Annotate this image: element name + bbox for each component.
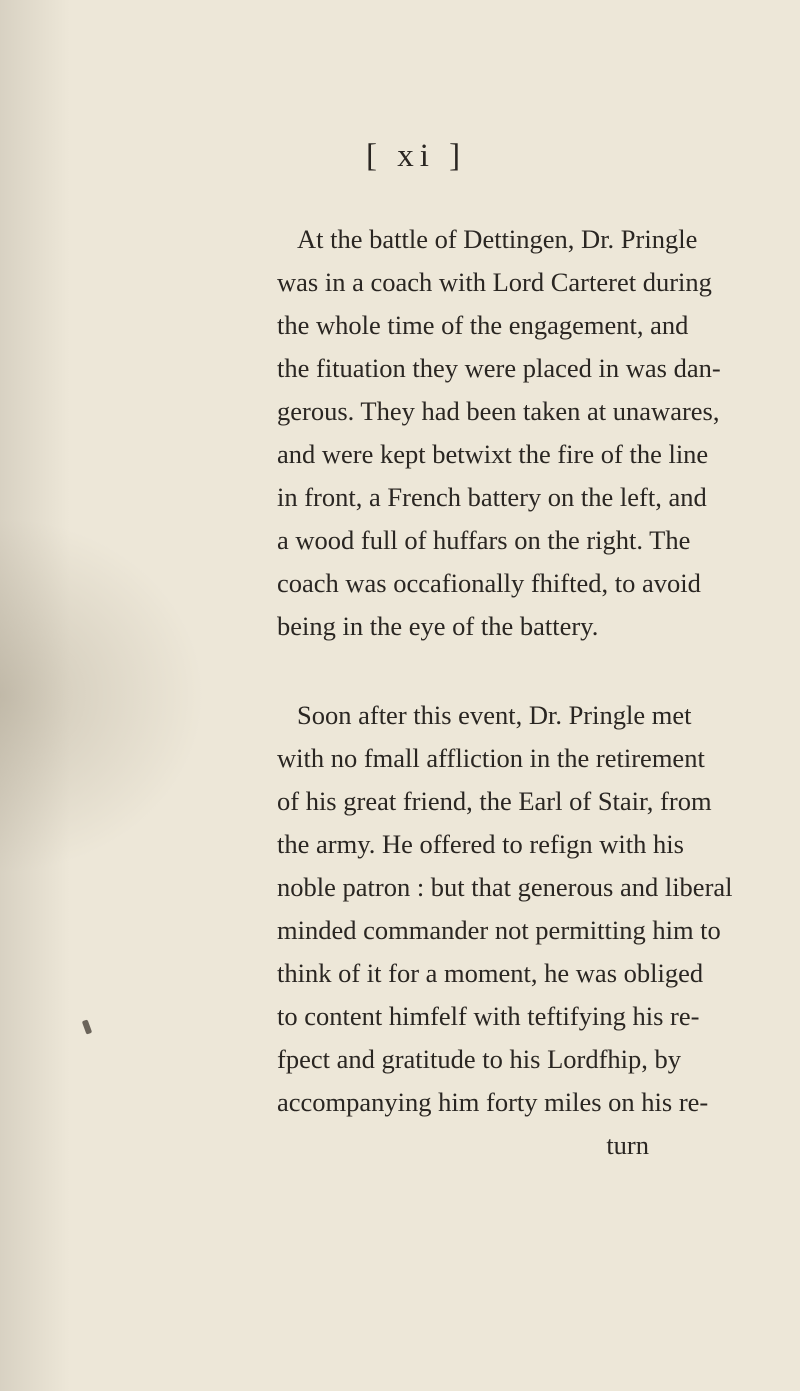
text-line: a wood full of huffars on the right. The bbox=[277, 525, 691, 555]
text-line: accompanying him forty miles on his re- bbox=[277, 1087, 709, 1117]
catchword: turn bbox=[606, 1130, 649, 1160]
text-line: in front, a French battery on the left, and bbox=[277, 482, 707, 512]
text-line: minded commander not permitting him to bbox=[277, 915, 721, 945]
text-line: At the battle of Dettingen, Dr. Pringle bbox=[297, 224, 698, 254]
text-line: gerous. They had been taken at unawares, bbox=[277, 396, 720, 426]
text-line: with no fmall affliction in the retirement bbox=[277, 743, 705, 773]
text-line: of his great friend, the Earl of Stair, from bbox=[277, 786, 712, 816]
text-line: and were kept betwixt the fire of the line bbox=[277, 439, 709, 469]
ink-speck bbox=[82, 1019, 92, 1034]
text-line: coach was occafionally fhifted, to avoid bbox=[277, 568, 701, 598]
text-line: was in a coach with Lord Carteret during bbox=[277, 267, 712, 297]
text-line: the fituation they were placed in was dan- bbox=[277, 353, 721, 383]
text-line: think of it for a moment, he was obliged bbox=[277, 958, 704, 988]
body-text bbox=[277, 218, 733, 1167]
text-line: noble patron : but that generous and liberal bbox=[277, 872, 733, 902]
text-line: the whole time of the engagement, and bbox=[277, 310, 689, 340]
paragraph-1 bbox=[277, 218, 721, 648]
page-number: [ xi ] bbox=[366, 138, 467, 174]
text-line: being in the eye of the battery. bbox=[277, 611, 599, 641]
paragraph-gap bbox=[277, 648, 649, 694]
text-line: Soon after this event, Dr. Pringle met bbox=[297, 700, 692, 730]
text-line: fpect and gratitude to his Lordfhip, by bbox=[277, 1044, 682, 1074]
text-line: the army. He offered to refign with his bbox=[277, 829, 684, 859]
text-line: to content himfelf with teftifying his re- bbox=[277, 1001, 700, 1031]
paragraph-2 bbox=[277, 694, 733, 1124]
